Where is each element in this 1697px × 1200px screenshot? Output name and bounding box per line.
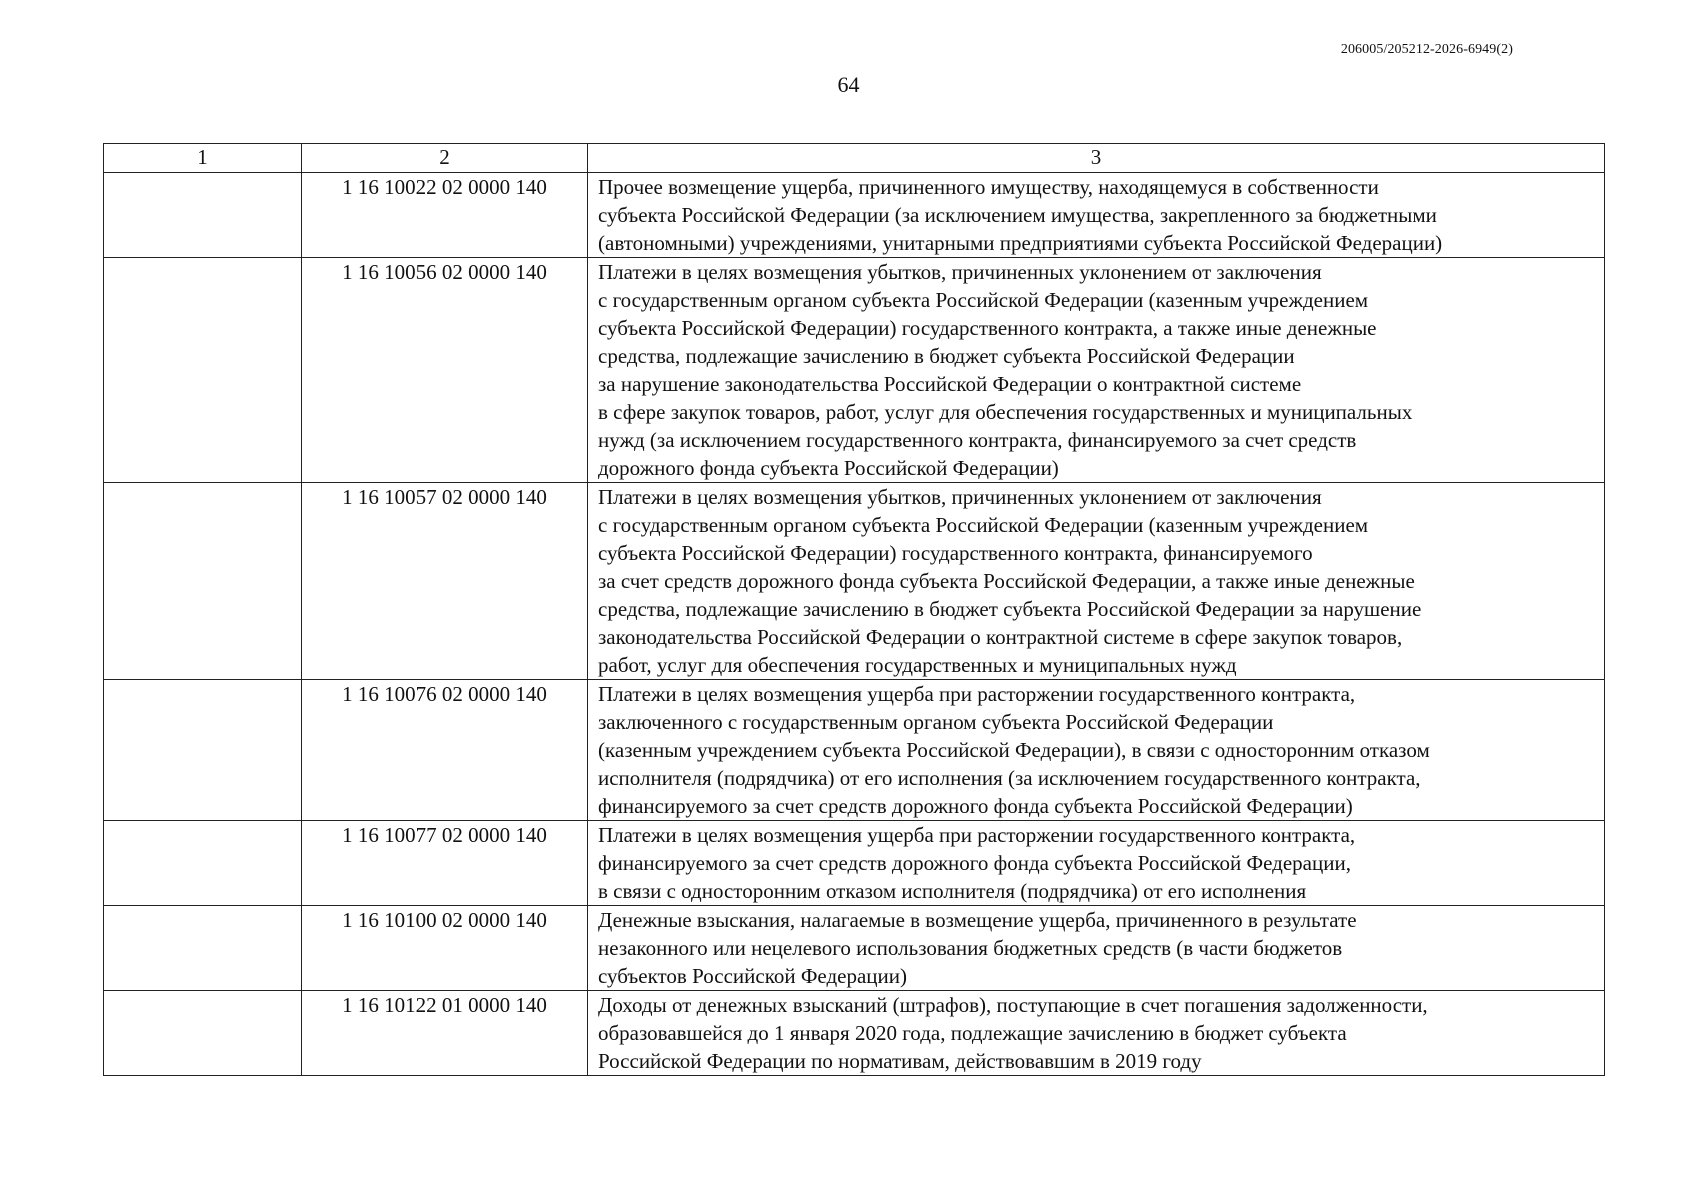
revenue-description-cell <box>588 483 1605 680</box>
description-line: Платежи в целях возмещения убытков, причиненных уклонением от заключения <box>598 485 1322 509</box>
description-line: Доходы от денежных взысканий (штрафов), поступающие в счет погашения задолженности, <box>598 993 1428 1017</box>
description-line: Денежные взыскания, налагаемые в возмещение ущерба, причиненного в результате <box>598 908 1357 932</box>
revenue-code-cell: 1 16 10077 02 0000 140 <box>302 821 588 906</box>
revenue-description-cell <box>588 680 1605 821</box>
row-number-cell <box>104 483 302 680</box>
revenue-description-cell <box>588 258 1605 483</box>
column-header-2: 2 <box>302 144 588 173</box>
description-line: образовавшейся до 1 января 2020 года, подлежащие зачислению в бюджет субъекта <box>598 1021 1347 1045</box>
document-id: 206005/205212-2026-6949(2) <box>1340 42 1513 57</box>
table-row <box>104 258 1605 483</box>
description-line: Прочее возмещение ущерба, причиненного имуществу, находящемуся в собственности <box>598 175 1379 199</box>
revenue-description-cell <box>588 991 1605 1076</box>
description-line: финансируемого за счет средств дорожного фонда субъекта Российской Федерации, <box>598 851 1351 875</box>
table-body <box>104 173 1605 1076</box>
description-line: исполнителя (подрядчика) от его исполнения (за исключением государственного контракта, <box>598 766 1421 790</box>
revenue-code-cell: 1 16 10022 02 0000 140 <box>302 173 588 258</box>
description-line: законодательства Российской Федерации о контрактной системе в сфере закупок товаров, <box>598 625 1403 649</box>
description-line: в сфере закупок товаров, работ, услуг для обеспечения государственных и муниципальных <box>598 400 1413 424</box>
description-line: Платежи в целях возмещения ущерба при расторжении государственного контракта, <box>598 682 1356 706</box>
description-line: Российской Федерации по нормативам, действовавшим в 2019 году <box>598 1049 1202 1073</box>
description-line: незаконного или нецелевого использования бюджетных средств (в части бюджетов <box>598 936 1343 960</box>
table-header-row <box>104 144 1605 173</box>
description-line: субъекта Российской Федерации) государственного контракта, а также иные денежные <box>598 316 1377 340</box>
revenue-code-cell: 1 16 10076 02 0000 140 <box>302 680 588 821</box>
description-line: Платежи в целях возмещения ущерба при расторжении государственного контракта, <box>598 823 1356 847</box>
table-row <box>104 991 1605 1076</box>
revenue-description-cell <box>588 821 1605 906</box>
description-line: за нарушение законодательства Российской Федерации о контрактной системе <box>598 372 1302 396</box>
description-line: дорожного фонда субъекта Российской Федерации) <box>598 456 1059 480</box>
description-line: (автономными) учреждениями, унитарными предприятиями субъекта Российской Федерации) <box>598 231 1443 255</box>
description-line: заключенного с государственным органом субъекта Российской Федерации <box>598 710 1274 734</box>
revenue-code-cell: 1 16 10057 02 0000 140 <box>302 483 588 680</box>
description-line: с государственным органом субъекта Российской Федерации (казенным учреждением <box>598 288 1369 312</box>
description-line: нужд (за исключением государственного контракта, финансируемого за счет средств <box>598 428 1357 452</box>
table-row <box>104 680 1605 821</box>
description-line: субъектов Российской Федерации) <box>598 964 908 988</box>
column-header-3: 3 <box>588 144 1605 173</box>
table-row <box>104 483 1605 680</box>
row-number-cell <box>104 680 302 821</box>
description-line: за счет средств дорожного фонда субъекта Российской Федерации, а также иные денежные <box>598 569 1415 593</box>
revenue-code-cell: 1 16 10100 02 0000 140 <box>302 906 588 991</box>
row-number-cell <box>104 258 302 483</box>
column-header-1: 1 <box>104 144 302 173</box>
table-row <box>104 906 1605 991</box>
revenue-code-cell: 1 16 10056 02 0000 140 <box>302 258 588 483</box>
description-line: Платежи в целях возмещения убытков, причиненных уклонением от заключения <box>598 260 1322 284</box>
row-number-cell <box>104 173 302 258</box>
description-line: субъекта Российской Федерации) государственного контракта, финансируемого <box>598 541 1313 565</box>
description-line: средства, подлежащие зачислению в бюджет субъекта Российской Федерации за нарушение <box>598 597 1422 621</box>
row-number-cell <box>104 821 302 906</box>
description-line: с государственным органом субъекта Российской Федерации (казенным учреждением <box>598 513 1369 537</box>
description-line: финансируемого за счет средств дорожного фонда субъекта Российской Федерации) <box>598 794 1353 818</box>
page-number: 64 <box>837 72 860 97</box>
table-row <box>104 173 1605 258</box>
row-number-cell <box>104 906 302 991</box>
description-line: в связи с односторонним отказом исполнителя (подрядчика) от его исполнения <box>598 879 1307 903</box>
revenue-description-cell <box>588 906 1605 991</box>
description-line: работ, услуг для обеспечения государственных и муниципальных нужд <box>598 653 1237 677</box>
description-line: (казенным учреждением субъекта Российской Федерации), в связи с односторонним отказом <box>598 738 1430 762</box>
revenue-codes-table <box>103 143 1605 1076</box>
revenue-description-cell <box>588 173 1605 258</box>
description-line: средства, подлежащие зачислению в бюджет субъекта Российской Федерации <box>598 344 1295 368</box>
table-row <box>104 821 1605 906</box>
row-number-cell <box>104 991 302 1076</box>
description-line: субъекта Российской Федерации (за исключением имущества, закрепленного за бюджетными <box>598 203 1437 227</box>
revenue-code-cell: 1 16 10122 01 0000 140 <box>302 991 588 1076</box>
